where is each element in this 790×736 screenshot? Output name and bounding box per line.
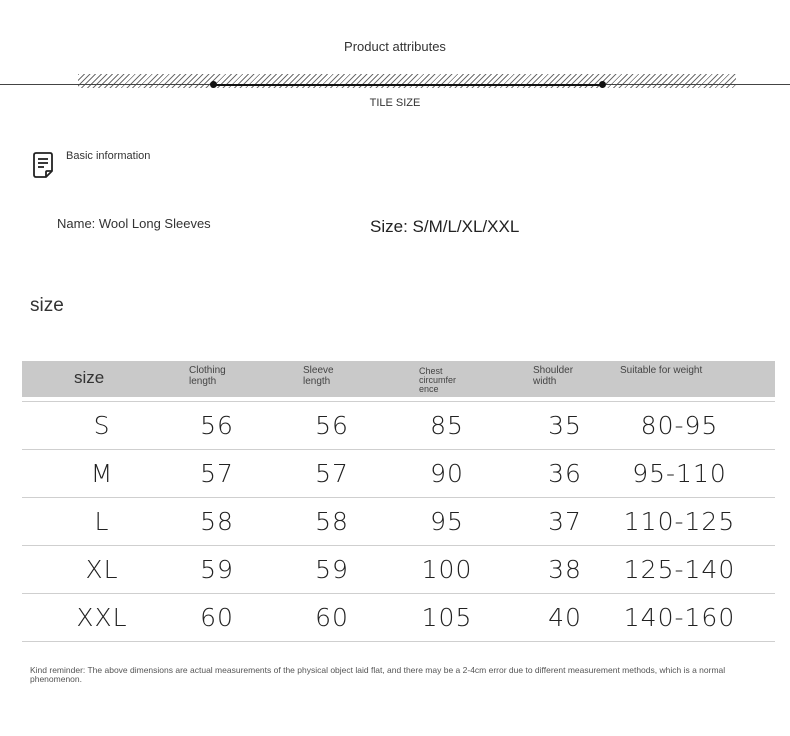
cell-chest: 95 — [430, 507, 464, 536]
table-row — [22, 450, 775, 498]
cell-shoulder: 35 — [548, 411, 582, 440]
page-title: Product attributes — [344, 39, 446, 54]
document-icon — [33, 151, 55, 179]
accent-line — [213, 84, 603, 86]
cell-size: XL — [85, 555, 119, 584]
table-row — [22, 498, 775, 546]
cell-shoulder: 37 — [548, 507, 582, 536]
table-row — [22, 594, 775, 642]
header-size: size — [74, 368, 105, 387]
cell-weight: 110-125 — [623, 507, 736, 536]
size-table-header — [22, 361, 775, 397]
cell-sleeve-length: 59 — [315, 555, 349, 584]
cell-size: XXL — [76, 603, 128, 632]
page-subtitle: TILE SIZE — [369, 97, 421, 109]
basic-info-label: Basic information — [66, 150, 151, 162]
cell-weight: 80-95 — [640, 411, 719, 440]
header-sleeve-length: Sleeve length — [303, 365, 334, 387]
kind-reminder-note: Kind reminder: The above dimensions are actual measurements of the physical object laid flat, and there may be a 2-4cm error due to different measurement methods, which is a normal phenomenon. — [30, 665, 726, 684]
cell-size: M — [90, 459, 114, 488]
cell-clothing-length: 57 — [200, 459, 234, 488]
size-table-body — [22, 401, 775, 642]
cell-clothing-length: 60 — [200, 603, 234, 632]
cell-chest: 85 — [430, 411, 464, 440]
cell-chest: 105 — [421, 603, 473, 632]
cell-clothing-length: 58 — [200, 507, 234, 536]
cell-clothing-length: 59 — [200, 555, 234, 584]
cell-shoulder: 40 — [548, 603, 582, 632]
cell-weight: 140-160 — [623, 603, 736, 632]
size-section-heading: size — [30, 295, 64, 316]
cell-chest: 90 — [430, 459, 464, 488]
cell-shoulder: 36 — [548, 459, 582, 488]
cell-shoulder: 38 — [548, 555, 582, 584]
header-suitable-weight: Suitable for weight — [620, 365, 703, 376]
header-shoulder-width: Shoulder width — [533, 365, 574, 387]
table-row — [22, 401, 775, 450]
table-row — [22, 546, 775, 594]
cell-clothing-length: 56 — [200, 411, 234, 440]
cell-size: L — [94, 507, 110, 536]
cell-sleeve-length: 58 — [315, 507, 349, 536]
divider-dot-right — [599, 81, 606, 88]
cell-chest: 100 — [421, 555, 473, 584]
cell-weight: 125-140 — [623, 555, 736, 584]
cell-sleeve-length: 60 — [315, 603, 349, 632]
cell-sleeve-length: 57 — [315, 459, 349, 488]
header-chest-circumference: Chest circumfer ence — [419, 366, 457, 394]
product-name: Name: Wool Long Sleeves — [57, 216, 211, 231]
cell-sleeve-length: 56 — [315, 411, 349, 440]
cell-size: S — [93, 411, 111, 440]
divider-dot-left — [210, 81, 217, 88]
product-sizes: Size: S/M/L/XL/XXL — [370, 217, 520, 236]
header-clothing-length: Clothing length — [189, 365, 226, 387]
cell-weight: 95-110 — [632, 459, 727, 488]
